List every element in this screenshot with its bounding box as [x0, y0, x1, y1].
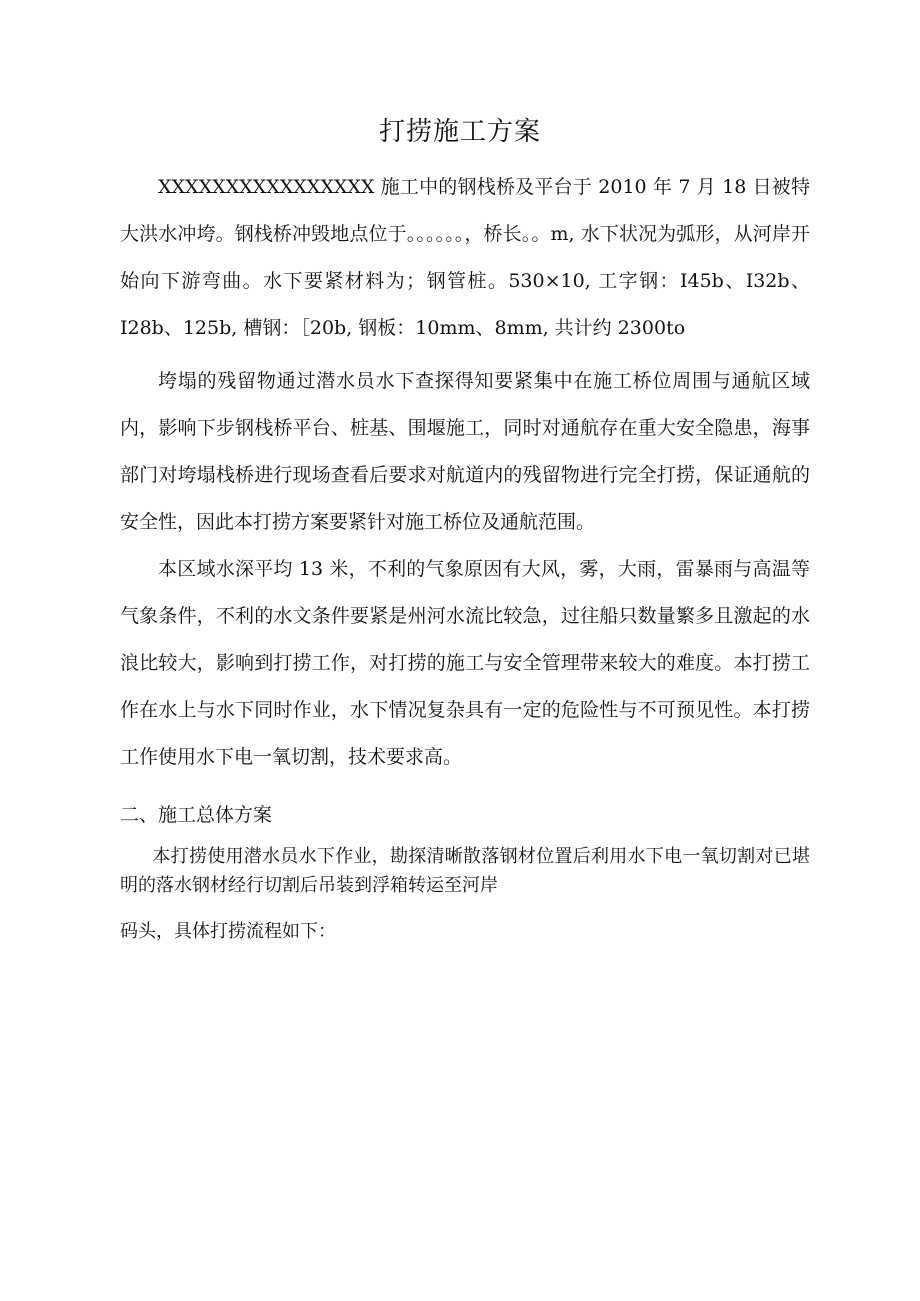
section-heading: 二、施工总体方案	[120, 804, 273, 826]
paragraph-3: 本区域水深平均 13 米，不利的气象原因有大风，雾，大雨，雷暴雨与高温等气象条件，不利的水文条件要紧是州河水流比较急，过往船只数量繁多且激起的水浪比较大，影响到打捞工作，对打捞的施工与安全管理带来较大的难度。本打捞工作在水上与水下同时作业，水下情况复杂具有一定的危险性与不可预见性。本打捞工作使用水下电一氧切割，技术要求高。	[120, 558, 810, 768]
paragraph-2: 垮塌的残留物通过潜水员水下查探得知要紧集中在施工桥位周围与通航区域内，影响下步钢栈桥平台、桩基、围堰施工，同时对通航存在重大安全隐患，海事部门对垮塌栈桥进行现场查看后要求对航道内的残留物进行完全打捞，保证通航的安全性，因此本打捞方案要紧针对施工桥位及通航范围。	[120, 370, 810, 533]
section-continuation: 码头，具体打捞流程如下：	[120, 921, 336, 942]
document-title: 打捞施工方案	[378, 117, 541, 147]
paragraph-1: XXXXXXXXXXXXXXXX 施工中的钢栈桥及平台于 2010 年 7 月 18 日被特大洪水冲垮。钢栈桥冲毁地点位于。。。。。。，桥长。。m, 水下状况为弧形，从河岸开始向下游弯曲。水下要紧材料为；钢管桩。530×10, 工字钢：I45b、I32b、I28b、125b, 槽钢：［20b, 钢板：10mm、8mm, 共计约 2300to	[120, 176, 810, 339]
section-paragraph: 本打捞使用潜水员水下作业，勘探清晰散落钢材位置后利用水下电一氧切割对已堪明的落水钢材经行切割后吊装到浮箱转运至河岸	[120, 846, 810, 896]
